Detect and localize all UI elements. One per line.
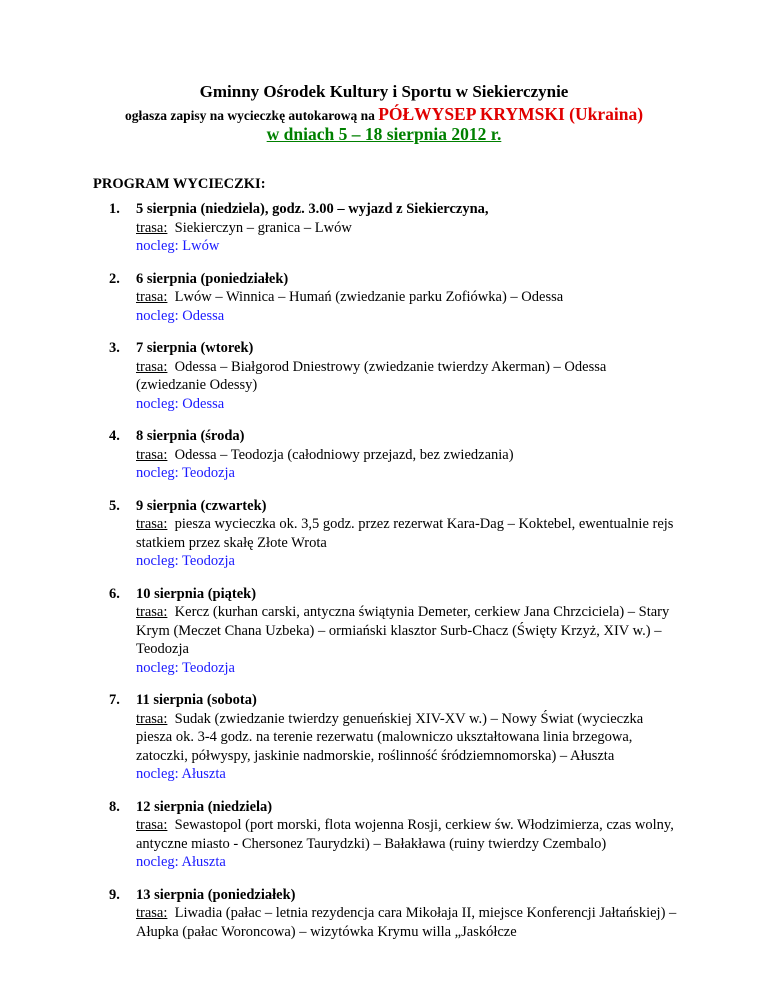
- day-number: 5.: [109, 497, 120, 514]
- program-list: [109, 200, 679, 955]
- day-route: [136, 904, 679, 941]
- day-date: 12 sierpnia (niedziela): [136, 798, 273, 815]
- route-label: trasa:: [136, 516, 168, 532]
- route-text: Siekierczyn – granica – Lwów: [174, 219, 352, 236]
- trip-dates-text: w dniach 5 – 18 sierpnia 2012 r.: [266, 124, 502, 144]
- route-label: trasa:: [136, 358, 168, 375]
- route-text: Lwów – Winnica – Humań (zwiedzanie parku Zofiówka) – Odessa: [174, 289, 564, 305]
- announcement-line: [0, 104, 768, 126]
- day-date: 5 sierpnia (niedziela), godz. 3.00 – wyjazd z Siekierczyna,: [136, 201, 489, 217]
- day-lodging: nocleg: Teodozja: [136, 659, 235, 676]
- route-label: trasa:: [136, 604, 168, 620]
- day-date: 11 sierpnia (sobota): [136, 692, 257, 708]
- day-date: 6 sierpnia (poniedziałek): [136, 270, 289, 287]
- day-number: 2.: [109, 270, 120, 287]
- program-day-5: [109, 497, 679, 571]
- day-lodging: nocleg: Ałuszta: [136, 854, 226, 870]
- day-date: 10 sierpnia (piątek): [136, 585, 257, 602]
- route-label: trasa:: [136, 219, 168, 236]
- day-lodging: nocleg: Odessa: [136, 307, 225, 324]
- day-route: [136, 446, 679, 465]
- route-text: Liwadia (pałac – letnia rezydencja cara Mikołaja II, miejsce Konferencji Jałtańskiej) – Ałupka (pałac Woroncowa) – wizytówka Krymu willa „Jaskółcze: [136, 905, 677, 940]
- day-route: [136, 358, 679, 395]
- route-text: piesza wycieczka ok. 3,5 godz. przez rezerwat Kara-Dag – Koktebel, ewentualnie rejs statkiem przez skałę Złote Wrota: [136, 516, 674, 551]
- route-label: trasa:: [136, 710, 168, 727]
- route-label: trasa:: [136, 905, 168, 921]
- program-day-2: [109, 270, 679, 326]
- day-date: 8 sierpnia (środa): [136, 428, 245, 444]
- day-lodging: nocleg: Teodozja: [136, 465, 235, 481]
- day-lodging: nocleg: Ałuszta: [136, 766, 226, 782]
- destination-title: PÓŁWYSEP KRYMSKI (Ukraina): [378, 104, 644, 124]
- page-title: Gminny Ośrodek Kultury i Sportu w Siekierczynie: [199, 82, 569, 101]
- program-heading: PROGRAM WYCIECZKI:: [93, 176, 266, 192]
- day-route: [136, 710, 679, 766]
- program-day-4: [109, 427, 679, 483]
- route-label: trasa:: [136, 446, 168, 463]
- day-date: 13 sierpnia (poniedziałek): [136, 886, 296, 903]
- program-day-6: [109, 585, 679, 678]
- day-date: 7 sierpnia (wtorek): [136, 340, 254, 356]
- program-day-9: [109, 886, 679, 942]
- route-text: Sudak (zwiedzanie twierdzy genueńskiej XIV-XV w.) – Nowy Świat (wycieczka piesza ok. 3-4 godz. na terenie rezerwatu (malowniczo ukształtowana linia brzegowa, zatoczki, półwyspy, jaskinie nadmorskie, roślinność śródziemnomorska) – Ałuszta: [136, 710, 644, 764]
- route-label: trasa:: [136, 289, 168, 305]
- route-text: Sewastopol (port morski, flota wojenna Rosji, cerkiew św. Włodzimierza, czas wolny, antyczne miasto - Chersonez Taurydzki) – Bałakława (ruiny twierdzy Czembalo): [136, 817, 674, 852]
- day-route: [136, 603, 679, 659]
- day-number: 8.: [109, 798, 120, 815]
- program-day-1: [109, 200, 679, 256]
- day-lodging: nocleg: Teodozja: [136, 553, 235, 569]
- day-number: 4.: [109, 428, 120, 444]
- day-lodging: nocleg: Lwów: [136, 238, 220, 254]
- day-route: [136, 515, 679, 552]
- day-route: [136, 816, 679, 853]
- program-day-3: [109, 339, 679, 413]
- day-number: 1.: [109, 201, 120, 217]
- route-label: trasa:: [136, 817, 168, 833]
- trip-dates: [0, 124, 768, 145]
- program-day-7: [109, 691, 679, 784]
- announcement-prefix: ogłasza zapisy na wycieczkę autokarową na: [124, 108, 375, 123]
- program-day-8: [109, 798, 679, 872]
- day-date: 9 sierpnia (czwartek): [136, 497, 267, 514]
- day-route: [136, 219, 679, 238]
- day-number: 7.: [109, 692, 120, 708]
- day-number: 3.: [109, 340, 120, 356]
- route-text: Odessa – Białgorod Dniestrowy (zwiedzanie twierdzy Akerman) – Odessa (zwiedzanie Odessy): [136, 358, 607, 393]
- day-lodging: nocleg: Odessa: [136, 395, 225, 412]
- day-number: 6.: [109, 585, 120, 602]
- day-number: 9.: [109, 886, 120, 903]
- day-route: [136, 288, 679, 307]
- route-text: Kercz (kurhan carski, antyczna świątynia Demeter, cerkiew Jana Chrzciciela) – Stary Krym (Meczet Chana Uzbeka) – ormiański klasztor Surb-Chacz (Święty Krzyż, XIV w.) – Teodozja: [136, 604, 670, 657]
- route-text: Odessa – Teodozja (całodniowy przejazd, bez zwiedzania): [174, 446, 514, 463]
